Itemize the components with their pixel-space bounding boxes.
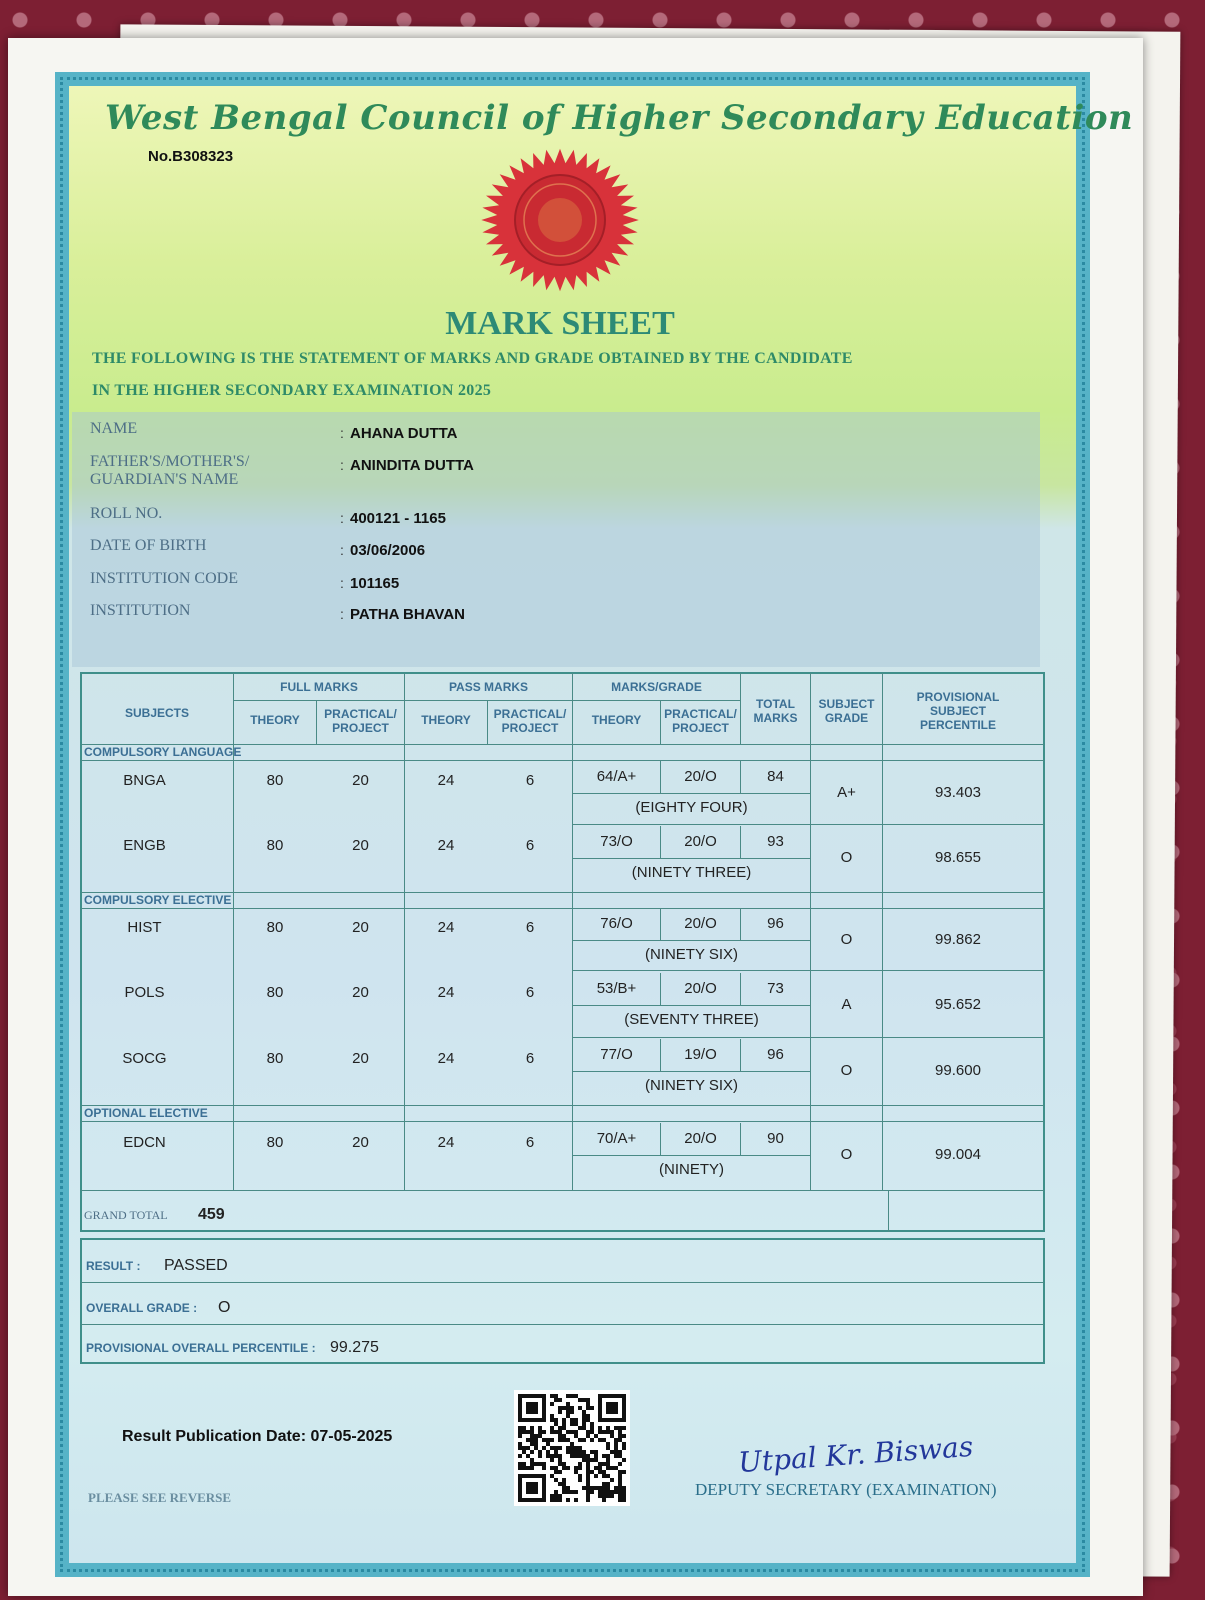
- cell-total-in-words: (NINETY SIX): [644, 946, 739, 963]
- candidate-details-band: [72, 412, 1040, 667]
- group-label: COMPULSORY LANGUAGE: [84, 745, 242, 759]
- cell-total-in-words: (SEVENTY THREE): [624, 1011, 759, 1028]
- cell-full_pr: 20: [352, 1134, 369, 1151]
- cell-subject-grade: O: [840, 1062, 853, 1079]
- signature: Utpal Kr. Biswas: [737, 1429, 975, 1480]
- cell-subject-grade: A: [841, 996, 852, 1013]
- header-pass-marks: PASS MARKS: [448, 680, 529, 694]
- header-full-theory: THEORY: [250, 713, 300, 727]
- cell-pr: 20/O: [684, 1130, 717, 1147]
- header-pass-theory: THEORY: [421, 713, 471, 727]
- grand-total-value: 459: [198, 1206, 225, 1223]
- cell-pass_th: 24: [437, 984, 455, 1001]
- signatory-title: DEPUTY SECRETARY (EXAMINATION): [695, 1480, 997, 1499]
- cell-subject: ENGB: [123, 837, 166, 854]
- cell-percentile: 98.655: [935, 849, 981, 866]
- guardian-value: ANINDITA DUTTA: [350, 457, 474, 474]
- cell-subject-grade: O: [840, 1146, 853, 1163]
- cell-full_pr: 20: [352, 1050, 369, 1067]
- cell-pass_pr: 6: [525, 772, 535, 789]
- name-label: NAME: [90, 420, 138, 437]
- header-obtained-theory: THEORY: [591, 713, 642, 727]
- cell-pass_th: 24: [437, 1050, 455, 1067]
- cell-subject: HIST: [127, 919, 162, 936]
- institution-code-label: INSTITUTION CODE: [90, 570, 238, 587]
- cell-pr: 20/O: [684, 768, 717, 785]
- cell-percentile: 93.403: [935, 784, 981, 801]
- cell-th: 70/A+: [596, 1130, 637, 1147]
- cell-full_th: 80: [266, 837, 284, 854]
- header-obtained-practical: PRACTICAL/ PROJECT: [664, 707, 737, 735]
- red-seal-icon: [478, 145, 643, 295]
- cell-total: 96: [767, 1046, 784, 1063]
- cell-pass_pr: 6: [525, 919, 535, 936]
- cell-pass_pr: 6: [525, 837, 535, 854]
- cell-full_pr: 20: [352, 919, 369, 936]
- grand-total-label: GRAND TOTAL: [84, 1208, 168, 1222]
- overall-grade-label: OVERALL GRADE :: [86, 1301, 198, 1315]
- cell-full_th: 80: [266, 919, 284, 936]
- cell-full_pr: 20: [352, 984, 369, 1001]
- overall-grade-value: O: [218, 1299, 231, 1316]
- header-marks-grade: MARKS/GRADE: [611, 680, 702, 694]
- cell-percentile: 95.652: [935, 996, 981, 1013]
- cell-pass_th: 24: [437, 919, 455, 936]
- cell-pass_th: 24: [437, 1134, 455, 1151]
- header-subject-grade: SUBJECT GRADE: [818, 697, 875, 725]
- cell-subject-grade: A+: [837, 784, 856, 801]
- serial-number: No.B308323: [148, 148, 234, 165]
- group-label: OPTIONAL ELECTIVE: [84, 1106, 208, 1120]
- roll-no-value: 400121 - 1165: [350, 510, 446, 527]
- cell-total: 84: [767, 768, 784, 785]
- cell-pr: 20/O: [684, 980, 717, 997]
- cell-full_th: 80: [266, 984, 284, 1001]
- statement-line-1: THE FOLLOWING IS THE STATEMENT OF MARKS AND GRADE OBTAINED BY THE CANDIDATE: [92, 350, 853, 367]
- cell-total: 93: [767, 833, 784, 850]
- qr-code-icon: [514, 1390, 630, 1506]
- cell-th: 73/O: [600, 833, 633, 850]
- overall-percentile-label: PROVISIONAL OVERALL PERCENTILE :: [86, 1341, 316, 1355]
- cell-full_pr: 20: [352, 837, 369, 854]
- cell-total-in-words: (NINETY THREE): [631, 864, 752, 881]
- header-subjects: SUBJECTS: [124, 706, 189, 720]
- see-reverse-note: PLEASE SEE REVERSE: [88, 1490, 232, 1505]
- cell-th: 53/B+: [596, 980, 637, 997]
- cell-full_th: 80: [266, 772, 284, 789]
- cell-total: 96: [767, 915, 784, 932]
- cell-pr: 20/O: [684, 833, 717, 850]
- result-value: PASSED: [164, 1257, 228, 1274]
- cell-total: 73: [767, 980, 784, 997]
- cell-total-in-words: (EIGHTY FOUR): [635, 799, 748, 816]
- cell-full_th: 80: [266, 1134, 284, 1151]
- header-full-practical: PRACTICAL/ PROJECT: [324, 707, 397, 735]
- cell-th: 77/O: [600, 1046, 633, 1063]
- cell-percentile: 99.862: [935, 931, 981, 948]
- cell-pass_pr: 6: [525, 984, 535, 1001]
- name-value: AHANA DUTTA: [350, 425, 458, 442]
- publication-date: Result Publication Date: 07-05-2025: [122, 1428, 393, 1445]
- cell-pass_th: 24: [437, 837, 455, 854]
- guardian-label: FATHER'S/MOTHER'S/ GUARDIAN'S NAME: [90, 453, 250, 488]
- result-label: RESULT :: [86, 1259, 141, 1273]
- board-name: West Bengal Council of Higher Secondary Education: [105, 98, 1134, 138]
- cell-pr: 20/O: [684, 915, 717, 932]
- cell-pass_th: 24: [437, 772, 455, 789]
- cell-full_th: 80: [266, 1050, 284, 1067]
- cell-subject: BNGA: [123, 772, 166, 789]
- cell-th: 64/A+: [596, 768, 637, 785]
- institution-label: INSTITUTION: [90, 602, 191, 619]
- cell-subject: EDCN: [123, 1134, 166, 1151]
- header-percentile: PROVISIONAL SUBJECT PERCENTILE: [916, 690, 1000, 732]
- header-pass-practical: PRACTICAL/ PROJECT: [493, 707, 567, 735]
- cell-subject-grade: O: [840, 849, 853, 866]
- cell-total: 90: [767, 1130, 784, 1147]
- dob-value: 03/06/2006: [350, 542, 426, 559]
- page-title: MARK SHEET: [445, 305, 675, 342]
- cell-pass_pr: 6: [525, 1050, 535, 1067]
- cell-percentile: 99.004: [935, 1146, 981, 1163]
- institution-value: PATHA BHAVAN: [350, 606, 465, 623]
- cell-subject: SOCG: [122, 1050, 167, 1067]
- header-full-marks: FULL MARKS: [280, 680, 358, 694]
- cell-pr: 19/O: [684, 1046, 717, 1063]
- overall-percentile-value: 99.275: [330, 1339, 379, 1356]
- institution-code-value: 101165: [350, 575, 400, 592]
- header-total-marks: TOTAL MARKS: [753, 697, 798, 725]
- cell-total-in-words: (NINETY SIX): [644, 1077, 739, 1094]
- roll-no-label: ROLL NO.: [90, 505, 163, 522]
- statement-line-2: IN THE HIGHER SECONDARY EXAMINATION 2025: [92, 382, 492, 399]
- cell-percentile: 99.600: [935, 1062, 981, 1079]
- cell-total-in-words: (NINETY): [659, 1161, 724, 1178]
- cell-pass_pr: 6: [525, 1134, 535, 1151]
- cell-subject-grade: O: [840, 931, 853, 948]
- group-label: COMPULSORY ELECTIVE: [84, 893, 232, 907]
- cell-subject: POLS: [124, 984, 165, 1001]
- cell-th: 76/O: [600, 915, 633, 932]
- dob-label: DATE OF BIRTH: [90, 537, 207, 554]
- cell-full_pr: 20: [352, 772, 369, 789]
